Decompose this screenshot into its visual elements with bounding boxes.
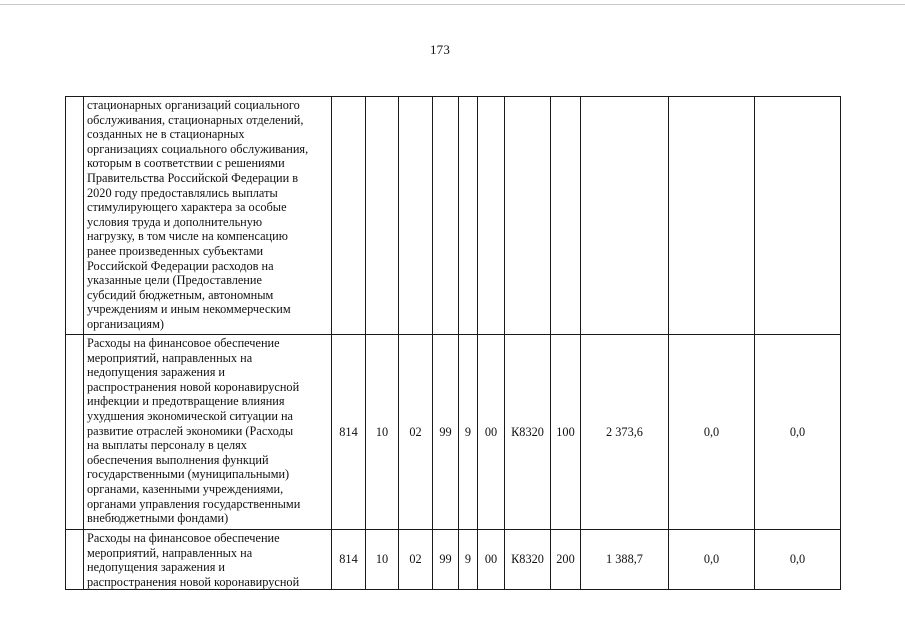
description-line: Правительства Российской Федерации в bbox=[87, 170, 299, 185]
description-line: распространения новой коронавирусной bbox=[87, 574, 300, 589]
expense-description bbox=[84, 335, 332, 530]
subprogram-code bbox=[459, 97, 478, 335]
description-line: внебюджетными фондами) bbox=[87, 511, 229, 526]
table-row bbox=[66, 335, 841, 530]
table-row bbox=[66, 530, 841, 590]
description-line: организациях социального обслуживания, bbox=[87, 141, 309, 156]
expense-type-code bbox=[551, 97, 581, 335]
amount-year-2 bbox=[669, 97, 755, 335]
description-line: 2020 году предоставлялись выплаты bbox=[87, 185, 278, 200]
description-line: Российской Федерации расходов на bbox=[87, 258, 274, 273]
amount-year-3: 0,0 bbox=[755, 335, 841, 530]
description-line: условия труда и дополнительную bbox=[87, 214, 263, 229]
description-line: обслуживания, стационарных отделений, bbox=[87, 112, 304, 127]
amount-year-1: 1 388,7 bbox=[581, 530, 669, 590]
program-code bbox=[433, 97, 459, 335]
description-line: созданных не в стационарных bbox=[87, 127, 245, 142]
page-number: 173 bbox=[429, 42, 451, 57]
section-code: 10 bbox=[366, 335, 399, 530]
amount-year-3: 0,0 bbox=[755, 530, 841, 590]
description-line: указанные цели (Предоставление bbox=[87, 273, 262, 288]
row-index-cell bbox=[66, 335, 84, 530]
row-index-cell bbox=[66, 97, 84, 335]
subsection-code: 02 bbox=[399, 335, 433, 530]
direction-code bbox=[505, 97, 551, 335]
description-line: органами, казенными учреждениями, bbox=[87, 481, 284, 496]
program-code: 99 bbox=[433, 335, 459, 530]
amount-year-2: 0,0 bbox=[669, 530, 755, 590]
direction-code: К8320 bbox=[505, 335, 551, 530]
expense-type-code: 200 bbox=[551, 530, 581, 590]
subsection-code: 02 bbox=[399, 530, 433, 590]
section-code bbox=[366, 97, 399, 335]
description-line: нагрузку, в том числе на компенсацию bbox=[87, 229, 288, 244]
description-line: ранее произведенных субъектами bbox=[87, 243, 264, 258]
amount-year-1: 2 373,6 bbox=[581, 335, 669, 530]
scan-top-edge bbox=[0, 4, 905, 5]
description-line: учреждениям и иным некоммерческим bbox=[87, 302, 291, 317]
description-line: обеспечения выполнения функций bbox=[87, 452, 269, 467]
table-row bbox=[66, 97, 841, 335]
ministry-code bbox=[332, 97, 366, 335]
description-line: недопущения заражения и bbox=[87, 365, 226, 380]
budget-table bbox=[65, 96, 841, 590]
description-line: которым в соответствии с решениями bbox=[87, 156, 285, 171]
amount-year-1 bbox=[581, 97, 669, 335]
description-line: ухудшения экономической ситуации на bbox=[87, 408, 294, 423]
description-line: мероприятий, направленных на bbox=[87, 545, 253, 560]
subsection-code bbox=[399, 97, 433, 335]
ministry-code: 814 bbox=[332, 335, 366, 530]
expense-description bbox=[84, 530, 332, 590]
description-line: недопущения заражения и bbox=[87, 560, 226, 575]
subprogram-code: 9 bbox=[459, 335, 478, 530]
amount-year-2: 0,0 bbox=[669, 335, 755, 530]
description-line: мероприятий, направленных на bbox=[87, 350, 253, 365]
description-line: субсидий бюджетным, автономным bbox=[87, 287, 274, 302]
expense-description bbox=[84, 97, 332, 335]
main-event-code: 00 bbox=[478, 530, 505, 590]
main-event-code bbox=[478, 97, 505, 335]
description-line: государственными (муниципальными) bbox=[87, 467, 290, 482]
amount-year-3 bbox=[755, 97, 841, 335]
description-line: распространения новой коронавирусной bbox=[87, 379, 300, 394]
row-index-cell bbox=[66, 530, 84, 590]
subprogram-code: 9 bbox=[459, 530, 478, 590]
direction-code: К8320 bbox=[505, 530, 551, 590]
description-line: на выплаты персоналу в целях bbox=[87, 438, 247, 453]
ministry-code: 814 bbox=[332, 530, 366, 590]
description-line: развитие отраслей экономики (Расходы bbox=[87, 423, 294, 438]
description-line: стимулирующего характера за особые bbox=[87, 200, 287, 215]
description-line: инфекции и предотвращение влияния bbox=[87, 394, 285, 409]
description-line: органами управления государственными bbox=[87, 496, 301, 511]
section-code: 10 bbox=[366, 530, 399, 590]
program-code: 99 bbox=[433, 530, 459, 590]
main-event-code: 00 bbox=[478, 335, 505, 530]
description-line: организациям) bbox=[87, 316, 164, 331]
expense-type-code: 100 bbox=[551, 335, 581, 530]
description-line: стационарных организаций социального bbox=[87, 98, 300, 112]
description-line: Расходы на финансовое обеспечение bbox=[87, 336, 280, 350]
description-line: Расходы на финансовое обеспечение bbox=[87, 531, 280, 545]
